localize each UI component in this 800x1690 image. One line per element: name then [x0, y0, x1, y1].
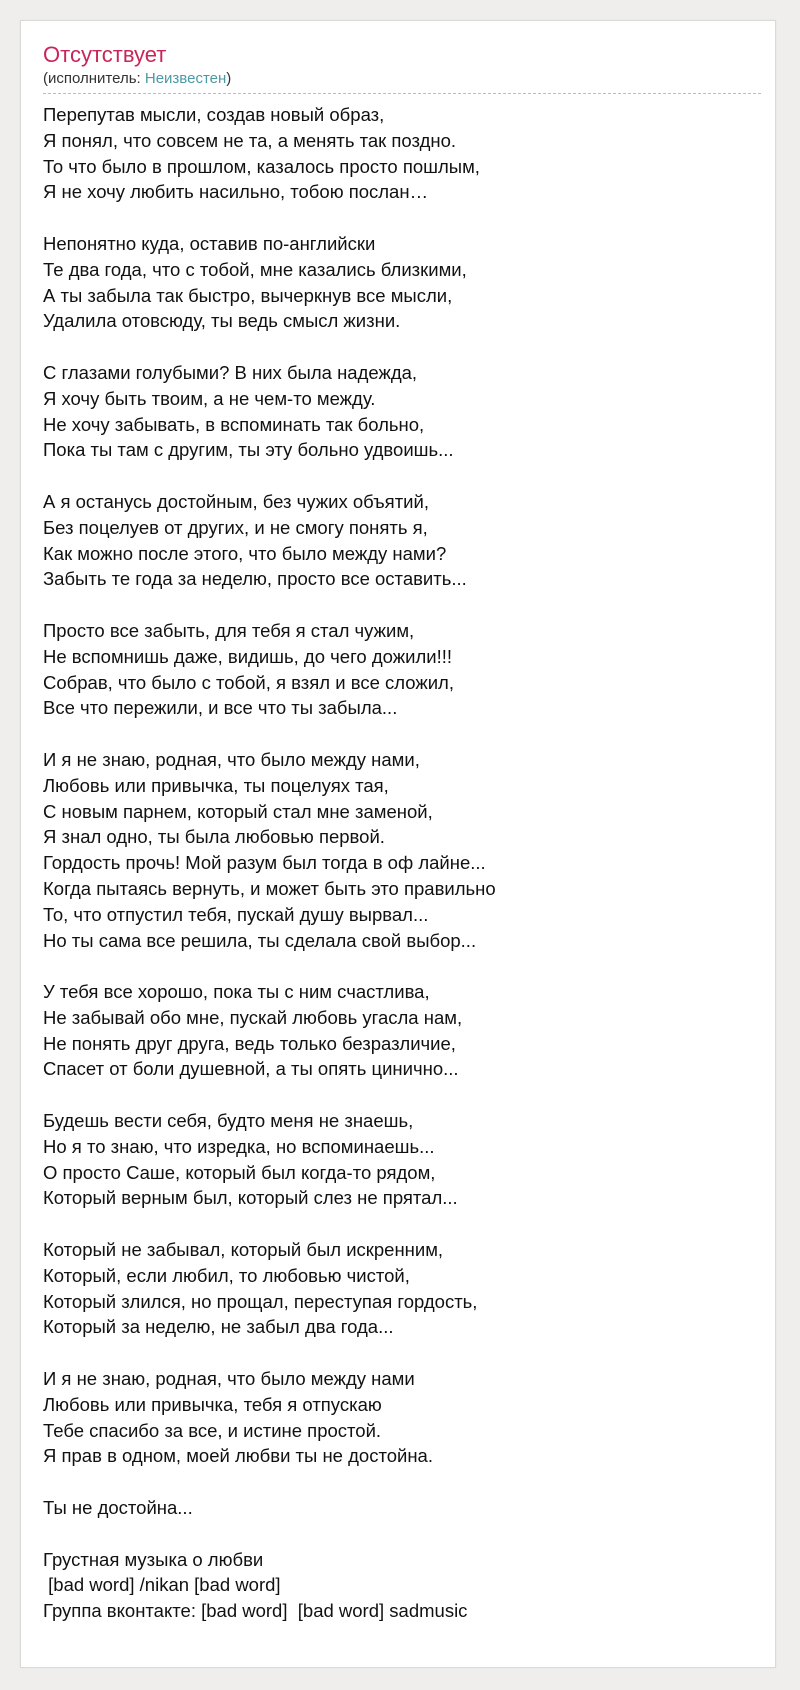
lyrics-line: Тебе спасибо за все, и истине простой.: [43, 1419, 382, 1441]
lyrics-line: Удалила отовсюду, ты ведь смысл жизни.: [43, 310, 401, 332]
lyrics-line: Который, если любил, то любовью чистой,: [43, 1264, 410, 1286]
lyrics-line: Будешь вести себя, будто меня не знаешь,: [43, 1110, 414, 1132]
lyrics-line: Не понять друг друга, ведь только безразличие,: [43, 1032, 456, 1054]
lyrics-line: Я прав в одном, моей любви ты не достойна.: [43, 1445, 433, 1467]
lyrics-line: Не вспомнишь даже, видишь, до чего дожили!!!: [43, 645, 452, 667]
lyrics-line: Когда пытаясь вернуть, и может быть это правильно: [43, 877, 496, 899]
lyrics-text: [43, 102, 757, 1624]
lyrics-line: С новым парнем, который стал мне заменой,: [43, 800, 433, 822]
lyrics-line: Забыть те года за неделю, просто все оставить...: [43, 568, 467, 590]
lyrics-line: Но ты сама все решила, ты сделала свой выбор...: [43, 929, 477, 951]
lyrics-line: Который злился, но прощал, переступая гордость,: [43, 1290, 478, 1312]
lyrics-line: И я не знаю, родная, что было между нами,: [43, 748, 420, 770]
lyrics-line: Пока ты там с другим, ты эту больно удвоишь...: [43, 439, 454, 461]
lyrics-line: С глазами голубыми? В них была надежда,: [43, 361, 418, 383]
lyrics-line: Без поцелуев от других, и не смогу понять я,: [43, 516, 428, 538]
lyrics-stanza: [43, 618, 757, 721]
lyrics-line: Перепутав мысли, создав новый образ,: [43, 104, 385, 125]
lyrics-stanza: [43, 231, 757, 334]
lyrics-content: [43, 41, 757, 1650]
lyrics-line: Я понял, что совсем не та, а менять так поздно.: [43, 129, 457, 151]
lyrics-stanza: [43, 747, 757, 953]
lyrics-line: Который за неделю, не забыл два года...: [43, 1316, 394, 1338]
lyrics-stanza: [43, 1237, 757, 1340]
song-title: Отсутствует: [43, 42, 167, 67]
lyrics-line: Но я то знаю, что изредка, но вспоминаешь...: [43, 1135, 435, 1157]
lyrics-stanza: [43, 102, 757, 205]
lyrics-line: Я не хочу любить насильно, тобою послан…: [43, 181, 429, 203]
lyrics-line: Собрав, что было с тобой, я взял и все сложил,: [43, 671, 454, 693]
lyrics-line: Который не забывал, который был искренним,: [43, 1239, 444, 1261]
lyrics-line: А ты забыла так быстро, вычеркнув все мысли,: [43, 284, 453, 306]
lyrics-line: Ты не достойна...: [43, 1497, 193, 1519]
lyrics-line: Группа вконтакте: [bad word] [bad word] sadmusic: [43, 1600, 468, 1622]
lyrics-line: О просто Саше, который был когда-то рядом,: [43, 1161, 436, 1183]
artist-prefix: (исполнитель:: [43, 70, 145, 87]
lyrics-stanza: [43, 489, 757, 592]
lyrics-line: Любовь или привычка, тебя я отпускаю: [43, 1393, 382, 1415]
lyrics-line: [bad word] /nikan [bad word]: [43, 1574, 281, 1596]
artist-link[interactable]: Неизвестен: [144, 70, 227, 87]
lyrics-line: Не забывай обо мне, пускай любовь угасла нам,: [43, 1006, 463, 1028]
lyrics-line: Как можно после этого, что было между нами?: [43, 542, 447, 564]
lyrics-line: У тебя все хорошо, пока ты с ним счастлива,: [43, 981, 430, 1003]
lyrics-stanza: [43, 1495, 757, 1521]
lyrics-line: То, что отпустил тебя, пускай душу вырвал...: [43, 903, 429, 925]
lyrics-line: Не хочу забывать, в вспоминать так больно,: [43, 413, 425, 435]
lyrics-line: Спасет от боли душевной, а ты опять цинично...: [43, 1058, 459, 1080]
lyrics-stanza: [43, 979, 757, 1082]
lyrics-line: Который верным был, который слез не прятал...: [43, 1187, 458, 1209]
artist-suffix: ): [226, 70, 232, 87]
lyrics-line: Просто все забыть, для тебя я стал чужим,: [43, 619, 415, 641]
artist-line: [43, 69, 761, 94]
lyrics-line: Я хочу быть твоим, а не чем-то между.: [43, 387, 376, 409]
lyrics-stanza: [43, 1366, 757, 1469]
lyrics-line: Грустная музыка о любви: [43, 1548, 264, 1570]
lyrics-line: Все что пережили, и все что ты забыла...: [43, 697, 398, 719]
lyrics-line: А я останусь достойным, без чужих объятий,: [43, 490, 429, 512]
lyrics-line: Любовь или привычка, ты поцелуях тая,: [43, 774, 389, 796]
lyrics-stanza: [43, 1547, 757, 1624]
lyrics-line: То что было в прошлом, казалось просто пошлым,: [43, 155, 480, 177]
lyrics-stanza: [43, 1108, 757, 1211]
lyrics-line: Те два года, что с тобой, мне казались близкими,: [43, 258, 467, 280]
lyrics-line: И я не знаю, родная, что было между нами: [43, 1368, 415, 1390]
lyrics-card: [20, 20, 776, 1668]
lyrics-stanza: [43, 360, 757, 463]
lyrics-line: Гордость прочь! Мой разум был тогда в оф лайне...: [43, 852, 486, 874]
lyrics-line: Непонятно куда, оставив по-английски: [43, 232, 376, 254]
lyrics-line: Я знал одно, ты была любовью первой.: [43, 826, 385, 848]
